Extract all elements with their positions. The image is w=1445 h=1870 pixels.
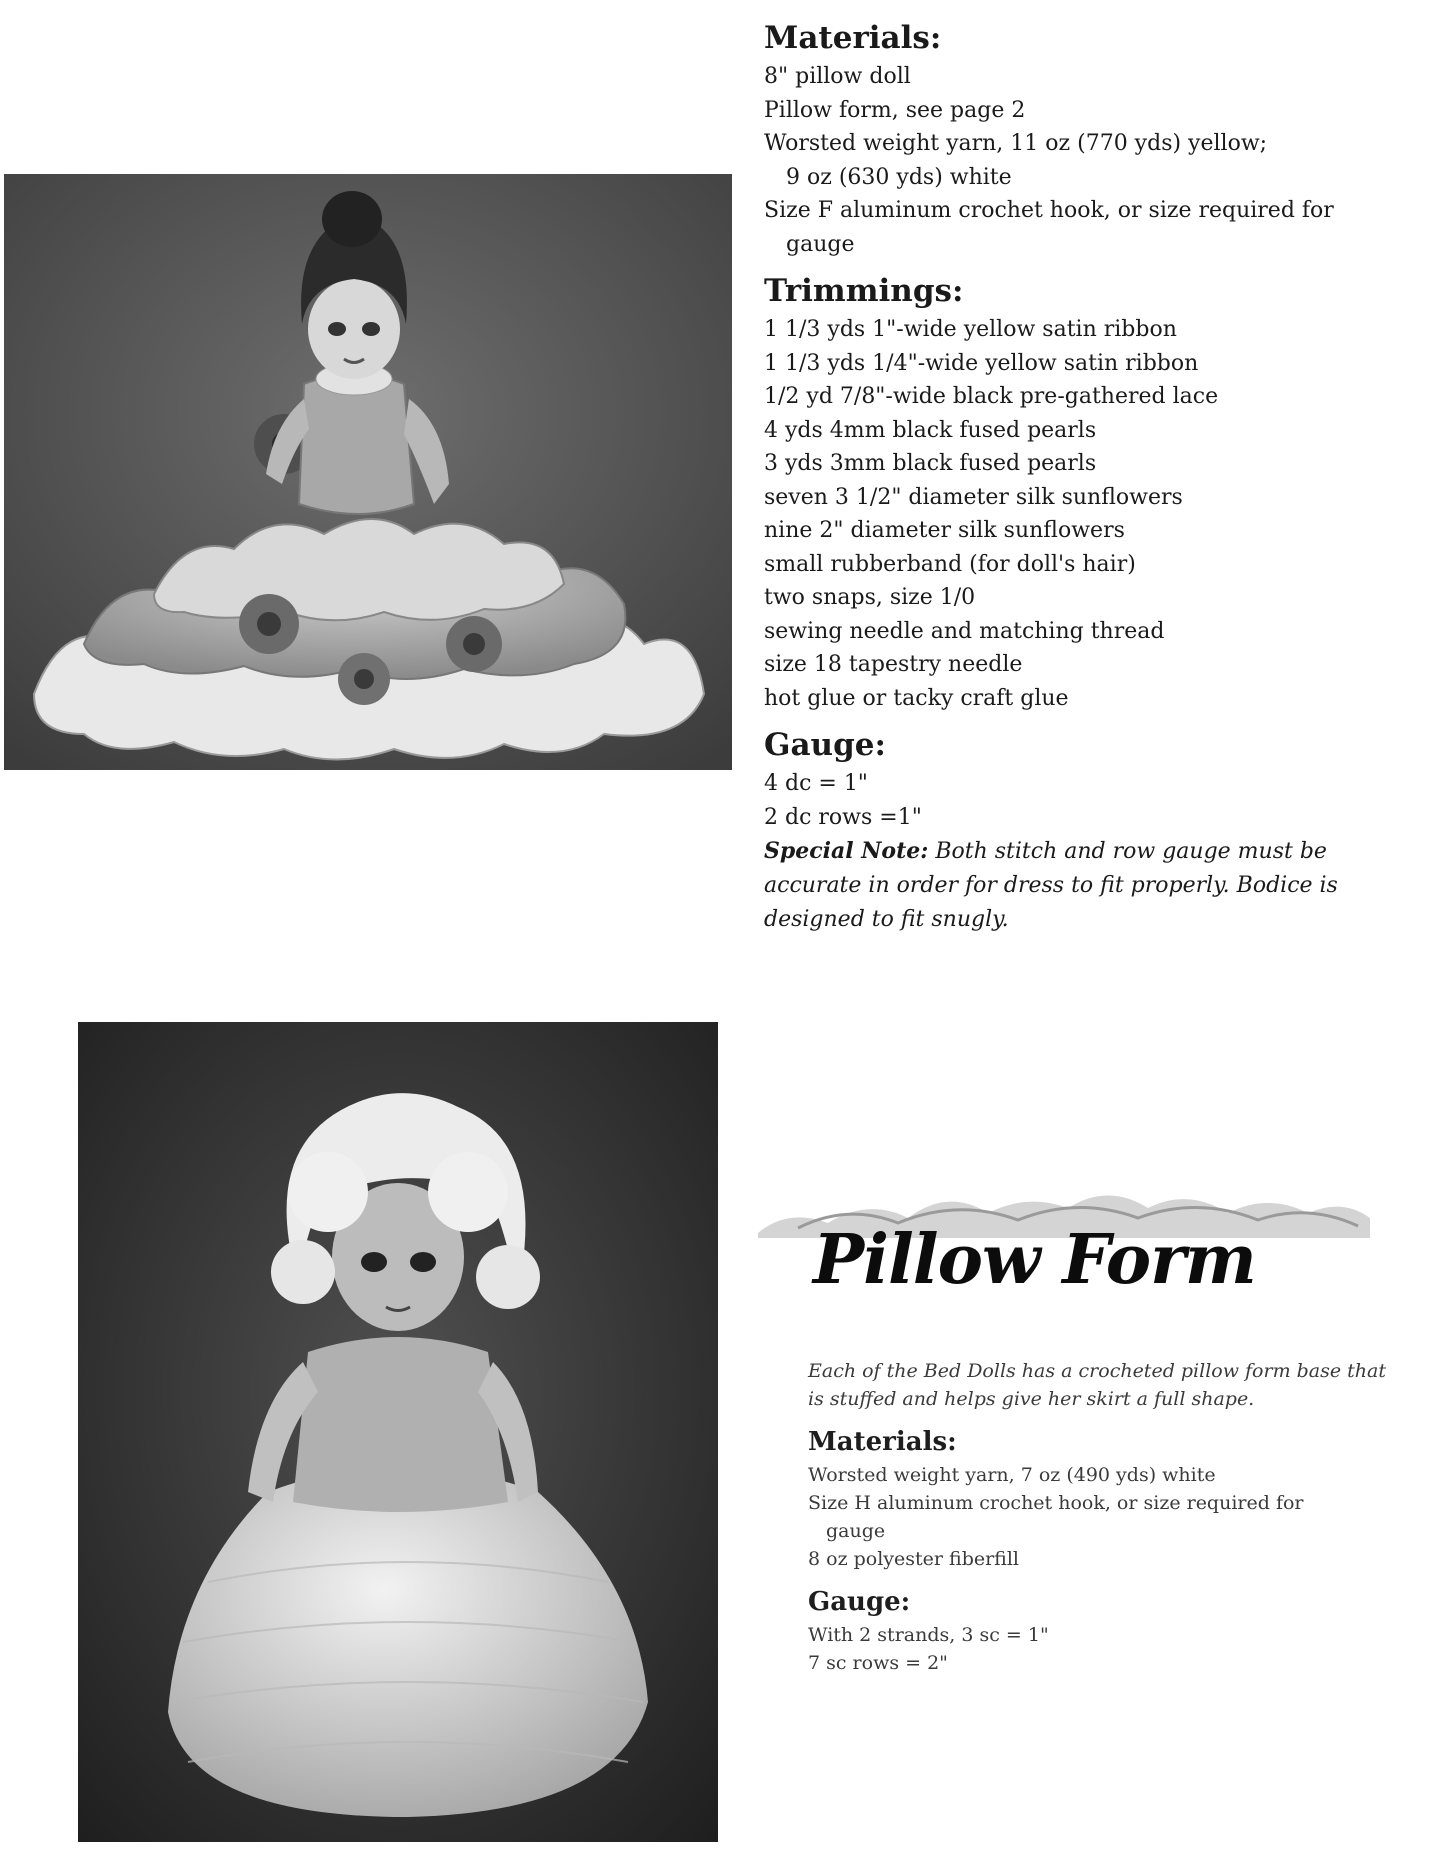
list-item: 2 dc rows =1" — [764, 804, 922, 830]
list-item: two snaps, size 1/0 — [764, 585, 976, 610]
list-item: Size F aluminum crochet hook, or size required for — [764, 198, 1334, 223]
list-item: 8" pillow doll — [764, 64, 911, 89]
list-item: 4 yds 4mm black fused pearls — [764, 417, 1097, 443]
list-item: 1/2 yd 7/8"-wide black pre-gathered lace — [764, 384, 1219, 409]
list-item: 3 yds 3mm black fused pearls — [764, 451, 1097, 476]
list-item: sewing needle and matching thread — [764, 618, 1165, 644]
sunflower-doll-photo — [4, 174, 732, 770]
list-item: gauge — [826, 1520, 886, 1542]
list-item: Pillow form, see page 2 — [764, 97, 1026, 123]
trimmings-list — [764, 313, 1424, 715]
list-item: 1 1/3 yds 1"-wide yellow satin ribbon — [764, 317, 1177, 342]
list-item: 7 sc rows = 2" — [808, 1652, 948, 1674]
gauge-list — [764, 767, 1424, 834]
list-item: 9 oz (630 yds) white — [786, 164, 1012, 190]
materials-section — [764, 18, 1424, 261]
list-item: 1 1/3 yds 1/4"-wide yellow satin ribbon — [764, 350, 1199, 376]
list-item: Worsted weight yarn, 11 oz (770 yds) yellow; — [764, 131, 1268, 156]
list-item: 4 dc = 1" — [764, 771, 868, 796]
pillow-gauge-list — [808, 1621, 1388, 1677]
special-note-text: Both stitch and row gauge must be accurate in order for dress to fit properly. Bodice is designed to fit snugly. — [764, 839, 1338, 932]
doll-materials-column — [764, 18, 1424, 947]
list-item: hot glue or tacky craft glue — [764, 685, 1069, 711]
list-item: seven 3 1/2" diameter silk sunflowers — [764, 484, 1183, 510]
pillow-form-doll-photo — [78, 1022, 718, 1842]
materials-list — [764, 60, 1424, 261]
materials-heading: Materials: — [764, 20, 942, 56]
gauge-heading: Gauge: — [764, 727, 886, 763]
pillow-gauge-heading: Gauge: — [808, 1587, 911, 1617]
pillow-form-column — [808, 1357, 1388, 1689]
pillow-form-title: Pillow Form — [813, 1220, 1256, 1300]
pillow-materials-list — [808, 1461, 1388, 1573]
list-item: Worsted weight yarn, 7 oz (490 yds) white — [808, 1464, 1216, 1486]
special-note — [764, 834, 1424, 937]
list-item: nine 2" diameter silk sunflowers — [764, 518, 1125, 543]
pillow-materials-heading: Materials: — [808, 1427, 957, 1457]
gauge-section — [764, 725, 1424, 937]
list-item: Size H aluminum crochet hook, or size required for — [808, 1492, 1304, 1514]
trimmings-heading: Trimmings: — [764, 273, 964, 309]
list-item: gauge — [786, 231, 855, 257]
special-note-label: Special Note: — [764, 838, 929, 864]
list-item: small rubberband (for doll's hair) — [764, 551, 1136, 577]
list-item: 8 oz polyester fiberfill — [808, 1548, 1020, 1570]
list-item: With 2 strands, 3 sc = 1" — [808, 1624, 1049, 1646]
list-item: size 18 tapestry needle — [764, 652, 1023, 677]
pillow-form-intro: Each of the Bed Dolls has a crocheted pillow form base that is stuffed and helps give her skirt a full shape. — [808, 1360, 1386, 1410]
trimmings-section — [764, 271, 1424, 715]
